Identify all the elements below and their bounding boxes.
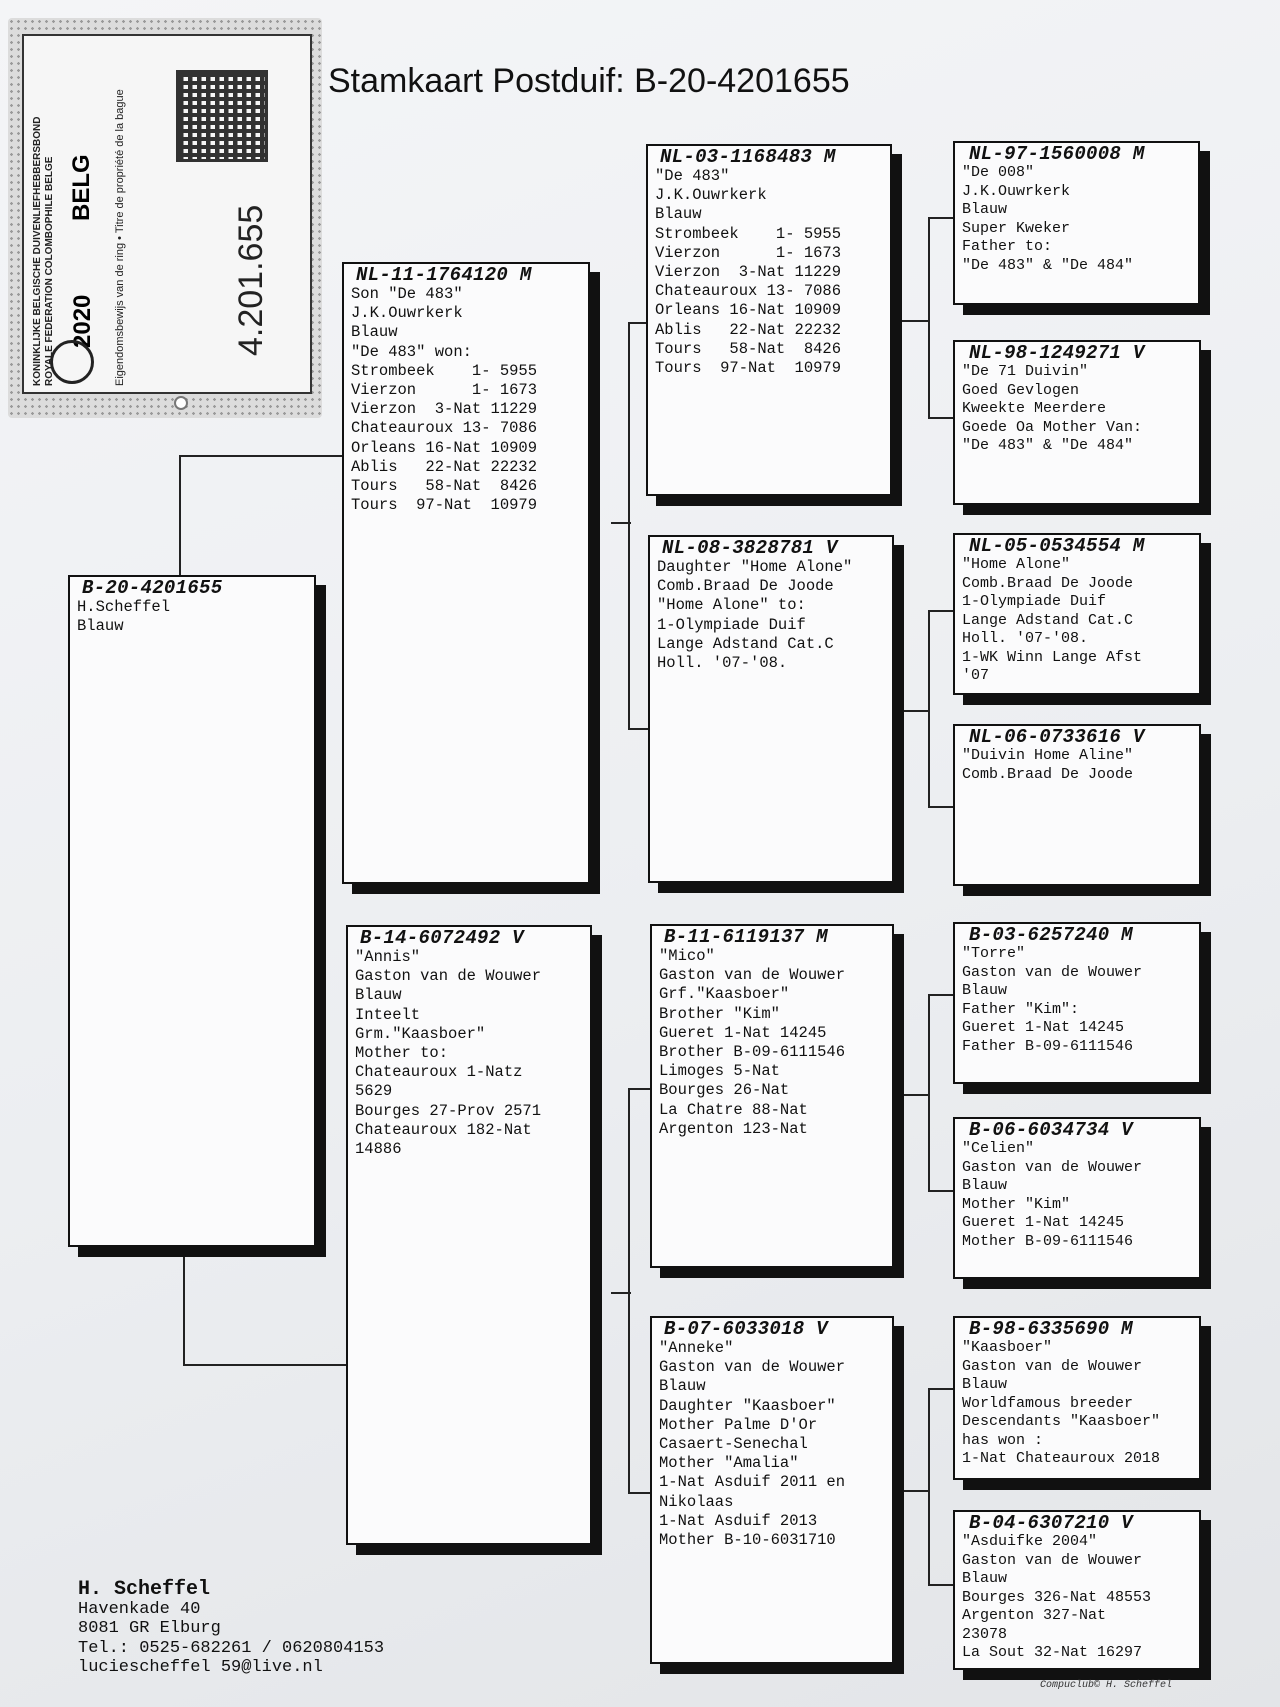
pigeon-info-line: Daughter "Home Alone": [657, 558, 853, 576]
pigeon-info-line: Lange Adstand Cat.C: [657, 634, 834, 653]
pigeon-info-line: Descendants "Kaasboer": [962, 1413, 1161, 1430]
pigeon-info-line: Kweekte Meerdere: [962, 400, 1107, 417]
pigeon-card-mother: [346, 925, 592, 1545]
pigeon-info-line: 14886: [355, 1140, 402, 1159]
pigeon-info-line: Daughter "Kaasboer": [659, 1396, 836, 1415]
pigeon-card-mf-mother: [953, 1117, 1201, 1279]
pigeon-info-line: Goed Gevlogen: [962, 381, 1080, 399]
pigeon-info-line: Gaston van de Wouwer: [962, 1357, 1143, 1375]
pigeon-info-line: 1-Nat Chateauroux 2018: [962, 1450, 1161, 1467]
ring-number-header: NL-98-1249271 V: [969, 342, 1145, 364]
connector-line: [902, 1490, 930, 1492]
pigeon-card-maternal-grandmother: [650, 1316, 894, 1664]
pigeon-info-line: Strombeek 1- 5955: [351, 361, 538, 380]
pigeon-info-line: "Kaasboer": [962, 1339, 1053, 1356]
pigeon-info-line: Lange Adstand Cat.C: [962, 611, 1134, 629]
pigeon-info-line: "De 71 Duivin": [962, 363, 1089, 380]
pigeon-info-line: has won :: [962, 1431, 1044, 1449]
ring-number-header: B-14-6072492 V: [360, 927, 524, 949]
connector-line: [179, 455, 343, 457]
pigeon-info-line: Blauw: [655, 205, 702, 224]
ring-card-country: BELG: [68, 154, 95, 221]
pigeon-info-line: Gaston van de Wouwer: [659, 966, 846, 985]
pigeon-card-maternal-grandfather: [650, 924, 894, 1268]
pigeon-info-line: Vierzon 1- 1673: [655, 243, 842, 262]
pigeon-info-line: Father "Kim":: [962, 1000, 1080, 1018]
pigeon-info-line: Gueret 1-Nat 14245: [962, 1214, 1125, 1231]
pigeon-info-line: Gaston van de Wouwer: [962, 963, 1143, 981]
pigeon-info-line: 1-Nat Asduif 2011 en: [659, 1473, 846, 1492]
connector-line: [928, 1388, 954, 1390]
pigeon-info-line: 1-Olympiade Duif: [657, 615, 806, 634]
pigeon-info-line: J.K.Ouwrkerk: [655, 186, 767, 205]
pigeon-info-line: Gueret 1-Nat 14245: [962, 1019, 1125, 1036]
pigeon-card-father: [342, 262, 590, 884]
pigeon-info-line: Mother "Kim": [962, 1195, 1071, 1213]
pigeon-info-line: Brother "Kim": [659, 1004, 780, 1023]
pigeon-info-line: "Home Alone": [962, 556, 1071, 573]
connector-line: [183, 1256, 185, 1366]
punch-hole: [174, 396, 188, 410]
connector-line: [628, 1088, 650, 1090]
connector-line: [628, 1088, 630, 1494]
pigeon-info-line: "Asduifke 2004": [962, 1533, 1098, 1550]
connector-line: [928, 1388, 930, 1586]
pigeon-info-line: Blauw: [77, 617, 124, 636]
pigeon-info-line: "De 483": [655, 167, 730, 185]
pigeon-info-line: Blauw: [351, 323, 398, 342]
pigeon-info-line: Chateauroux 1-Natz: [355, 1063, 523, 1082]
ring-number-header: B-98-6335690 M: [969, 1318, 1133, 1340]
pigeon-info-line: Gaston van de Wouwer: [659, 1358, 846, 1377]
ring-number-header: NL-03-1168483 M: [660, 146, 836, 168]
connector-line: [183, 1364, 347, 1366]
ring-number-header: NL-08-3828781 V: [662, 537, 838, 559]
pigeon-info-line: Chateauroux 13- 7086: [351, 419, 538, 438]
pigeon-info-line: Orleans 16-Nat 10909: [351, 438, 538, 457]
ring-number-header: B-03-6257240 M: [969, 924, 1133, 946]
connector-line: [928, 610, 954, 612]
pigeon-info-line: Father B-09-6111546: [962, 1037, 1134, 1055]
pigeon-info-line: Casaert-Senechal: [659, 1435, 808, 1454]
ring-number-header: NL-06-0733616 V: [969, 726, 1145, 748]
connector-line: [628, 1492, 650, 1494]
connector-line: [928, 1584, 954, 1586]
pigeon-info-line: Limoges 5-Nat: [659, 1062, 780, 1081]
ring-card-inner: [22, 34, 312, 394]
pigeon-info-line: Chateauroux 182-Nat: [355, 1120, 532, 1139]
pigeon-info-line: Bourges 26-Nat: [659, 1081, 790, 1100]
ring-ownership-card: [8, 18, 322, 418]
ring-number-header: NL-05-0534554 M: [969, 535, 1145, 557]
pigeon-info-line: "Annis": [355, 948, 421, 966]
owner-address-block: [78, 1580, 384, 1678]
pigeon-card-mm-father: [953, 1316, 1201, 1480]
pigeon-info-line: Comb.Braad De Joode: [657, 577, 834, 596]
pigeon-info-line: Tours 58-Nat 8426: [351, 477, 538, 496]
pigeon-info-line: 1-WK Winn Lange Afst: [962, 648, 1143, 666]
ring-number-header: B-04-6307210 V: [969, 1512, 1133, 1534]
pigeon-info-line: Mother B-10-6031710: [659, 1531, 836, 1550]
pigeon-info-line: Super Kweker: [962, 219, 1071, 237]
pigeon-info-line: La Chatre 88-Nat: [659, 1100, 808, 1119]
pigeon-card-fm-father: [953, 533, 1201, 695]
owner-street: Havenkade 40: [78, 1599, 201, 1619]
connector-line: [928, 217, 954, 219]
connector-line: [628, 322, 630, 730]
pigeon-info-line: Nikolaas: [659, 1492, 734, 1511]
connector-line: [902, 710, 930, 712]
pigeon-info-line: "Duivin Home Aline": [962, 747, 1134, 764]
pigeon-info-line: Argenton 327-Nat: [962, 1607, 1107, 1624]
pigeon-info-line: Worldfamous breeder: [962, 1394, 1134, 1412]
pigeon-info-line: Tours 97-Nat 10979: [351, 496, 538, 515]
owner-city: 8081 GR Elburg: [78, 1619, 221, 1638]
pigeon-info-line: Chateauroux 13- 7086: [655, 282, 842, 301]
pigeon-info-line: Bourges 27-Prov 2571: [355, 1101, 542, 1120]
connector-line: [628, 728, 648, 730]
pigeon-info-line: Brother B-09-6111546: [659, 1043, 846, 1062]
ring-number-header: B-11-6119137 M: [664, 926, 828, 948]
connector-line: [928, 217, 930, 419]
pigeon-info-line: Vierzon 1- 1673: [351, 381, 538, 400]
pigeon-info-line: "Anneke": [659, 1339, 734, 1357]
pigeon-info-line: Tours 58-Nat 8426: [655, 339, 842, 358]
pigeon-info-line: '07: [962, 667, 990, 684]
pigeon-info-line: Vierzon 3-Nat 11229: [655, 263, 842, 282]
pigeon-info-line: Father to:: [962, 238, 1053, 255]
pigeon-info-line: Orleans 16-Nat 10909: [655, 301, 842, 320]
pigeon-info-line: Mother "Amalia": [659, 1454, 799, 1473]
pigeon-info-line: Mother Palme D'Or: [659, 1415, 818, 1434]
pigeon-card-subject: [68, 575, 316, 1247]
pigeon-info-line: Blauw: [962, 1570, 1008, 1587]
owner-email: luciescheffel 59@live.nl: [78, 1658, 323, 1677]
pigeon-info-line: "Torre": [962, 945, 1026, 962]
pigeon-info-line: 1-Nat Asduif 2013: [659, 1511, 818, 1530]
pigeon-info-line: Bourges 326-Nat 48553: [962, 1588, 1152, 1606]
pigeon-info-line: "De 483" won:: [351, 342, 472, 361]
pigeon-info-line: Gaston van de Wouwer: [962, 1158, 1143, 1176]
ring-card-ownership-text: Eigendomsbewijs van de ring • Titre de propriété de la bague: [114, 89, 126, 386]
ring-number-header: B-20-4201655: [82, 577, 223, 599]
ring-number-header: B-06-6034734 V: [969, 1119, 1133, 1141]
pigeon-info-line: "De 483" & "De 484": [962, 437, 1134, 454]
pigeon-info-line: Gaston van de Wouwer: [355, 967, 542, 986]
pigeon-info-line: "Home Alone" to:: [657, 596, 806, 615]
pigeon-info-line: Grf."Kaasboer": [659, 985, 790, 1004]
ring-card-org-line1: KONINKLIJKE BELGISCHE DUIVENLIEFHEBBERSBOND: [32, 116, 43, 386]
owner-name: H. Scheffel: [78, 1578, 211, 1601]
pigeon-info-line: Strombeek 1- 5955: [655, 224, 842, 243]
connector-line: [179, 455, 181, 575]
connector-line: [928, 806, 954, 808]
ring-card-year: 2020: [69, 294, 96, 348]
pigeon-card-fm-mother: [953, 724, 1201, 886]
pigeon-info-line: Comb.Braad De Joode: [962, 574, 1134, 592]
pigeon-info-line: Inteelt: [355, 1005, 421, 1024]
pigeon-info-line: "De 008": [962, 164, 1035, 181]
pigeon-info-line: Blauw: [962, 982, 1008, 999]
ring-card-org-line2: ROYALE FEDERATION COLOMBOPHILE BELGE: [44, 156, 55, 386]
pigeon-info-line: "Celien": [962, 1140, 1035, 1157]
connector-line: [928, 994, 954, 996]
page-title: Stamkaart Postduif: B-20-4201655: [328, 62, 850, 100]
pigeon-card-paternal-grandfather: [646, 144, 892, 496]
pigeon-info-line: Grm."Kaasboer": [355, 1024, 486, 1043]
connector-line: [902, 1094, 930, 1096]
pigeon-info-line: Holl. '07-'08.: [962, 630, 1089, 647]
pigeon-info-line: Goede Oa Mother Van:: [962, 418, 1143, 436]
connector-line: [902, 320, 930, 322]
pigeon-info-line: Tours 97-Nat 10979: [655, 359, 842, 378]
owner-phone: Tel.: 0525-682261 / 0620804153: [78, 1638, 385, 1658]
qr-code-icon: [176, 70, 268, 162]
pigeon-info-line: Mother B-09-6111546: [962, 1232, 1134, 1250]
pigeon-info-line: "Mico": [659, 947, 715, 965]
connector-line: [928, 610, 930, 808]
pigeon-info-line: Ablis 22-Nat 22232: [351, 457, 538, 476]
pigeon-info-line: Mother to:: [355, 1044, 449, 1063]
pigeon-info-line: J.K.Ouwrkerk: [351, 304, 463, 323]
federation-logo-icon: [50, 340, 94, 384]
pigeon-info-line: Blauw: [962, 201, 1008, 218]
ring-card-number: 4.201.655: [232, 204, 270, 356]
pigeon-info-line: Blauw: [355, 986, 402, 1005]
pigeon-info-line: Blauw: [962, 1376, 1008, 1393]
pigeon-info-line: Argenton 123-Nat: [659, 1119, 808, 1138]
pigeon-info-line: Blauw: [962, 1177, 1008, 1194]
connector-line: [928, 1190, 954, 1192]
pigeon-info-line: Ablis 22-Nat 22232: [655, 320, 842, 339]
ring-number-header: NL-11-1764120 M: [356, 264, 532, 286]
pigeon-info-line: Gueret 1-Nat 14245: [659, 1023, 827, 1042]
pigeon-card-ff-mother: [953, 340, 1201, 505]
ring-number-header: B-07-6033018 V: [664, 1318, 828, 1340]
pigeon-card-mm-mother: [953, 1510, 1201, 1670]
pigeon-card-paternal-grandmother: [648, 535, 894, 883]
pigeon-info-line: H.Scheffel: [77, 598, 171, 616]
connector-line: [628, 322, 648, 324]
pigeon-info-line: 1-Olympiade Duif: [962, 593, 1107, 610]
software-credit: Compuclub© H. Scheffel: [1040, 1680, 1173, 1691]
connector-line: [928, 417, 954, 419]
ring-number-header: NL-97-1560008 M: [969, 143, 1145, 165]
pigeon-info-line: Vierzon 3-Nat 11229: [351, 400, 538, 419]
pigeon-info-line: 5629: [355, 1082, 393, 1101]
pigeon-info-line: 23078: [962, 1625, 1008, 1643]
pigeon-info-line: La Sout 32-Nat 16297: [962, 1644, 1143, 1661]
pigeon-info-line: Son "De 483": [351, 285, 463, 303]
pigeon-card-ff-father: [953, 141, 1200, 305]
connector-line: [928, 994, 930, 1192]
pigeon-info-line: Holl. '07-'08.: [657, 654, 788, 673]
pigeon-info-line: "De 483" & "De 484": [962, 256, 1134, 274]
pigeon-info-line: Gaston van de Wouwer: [962, 1551, 1143, 1569]
pigeon-info-line: Comb.Braad De Joode: [962, 765, 1134, 783]
pigeon-info-line: Blauw: [659, 1377, 706, 1396]
pigeon-info-line: J.K.Ouwrkerk: [962, 182, 1071, 200]
pigeon-card-mf-father: [953, 922, 1201, 1084]
